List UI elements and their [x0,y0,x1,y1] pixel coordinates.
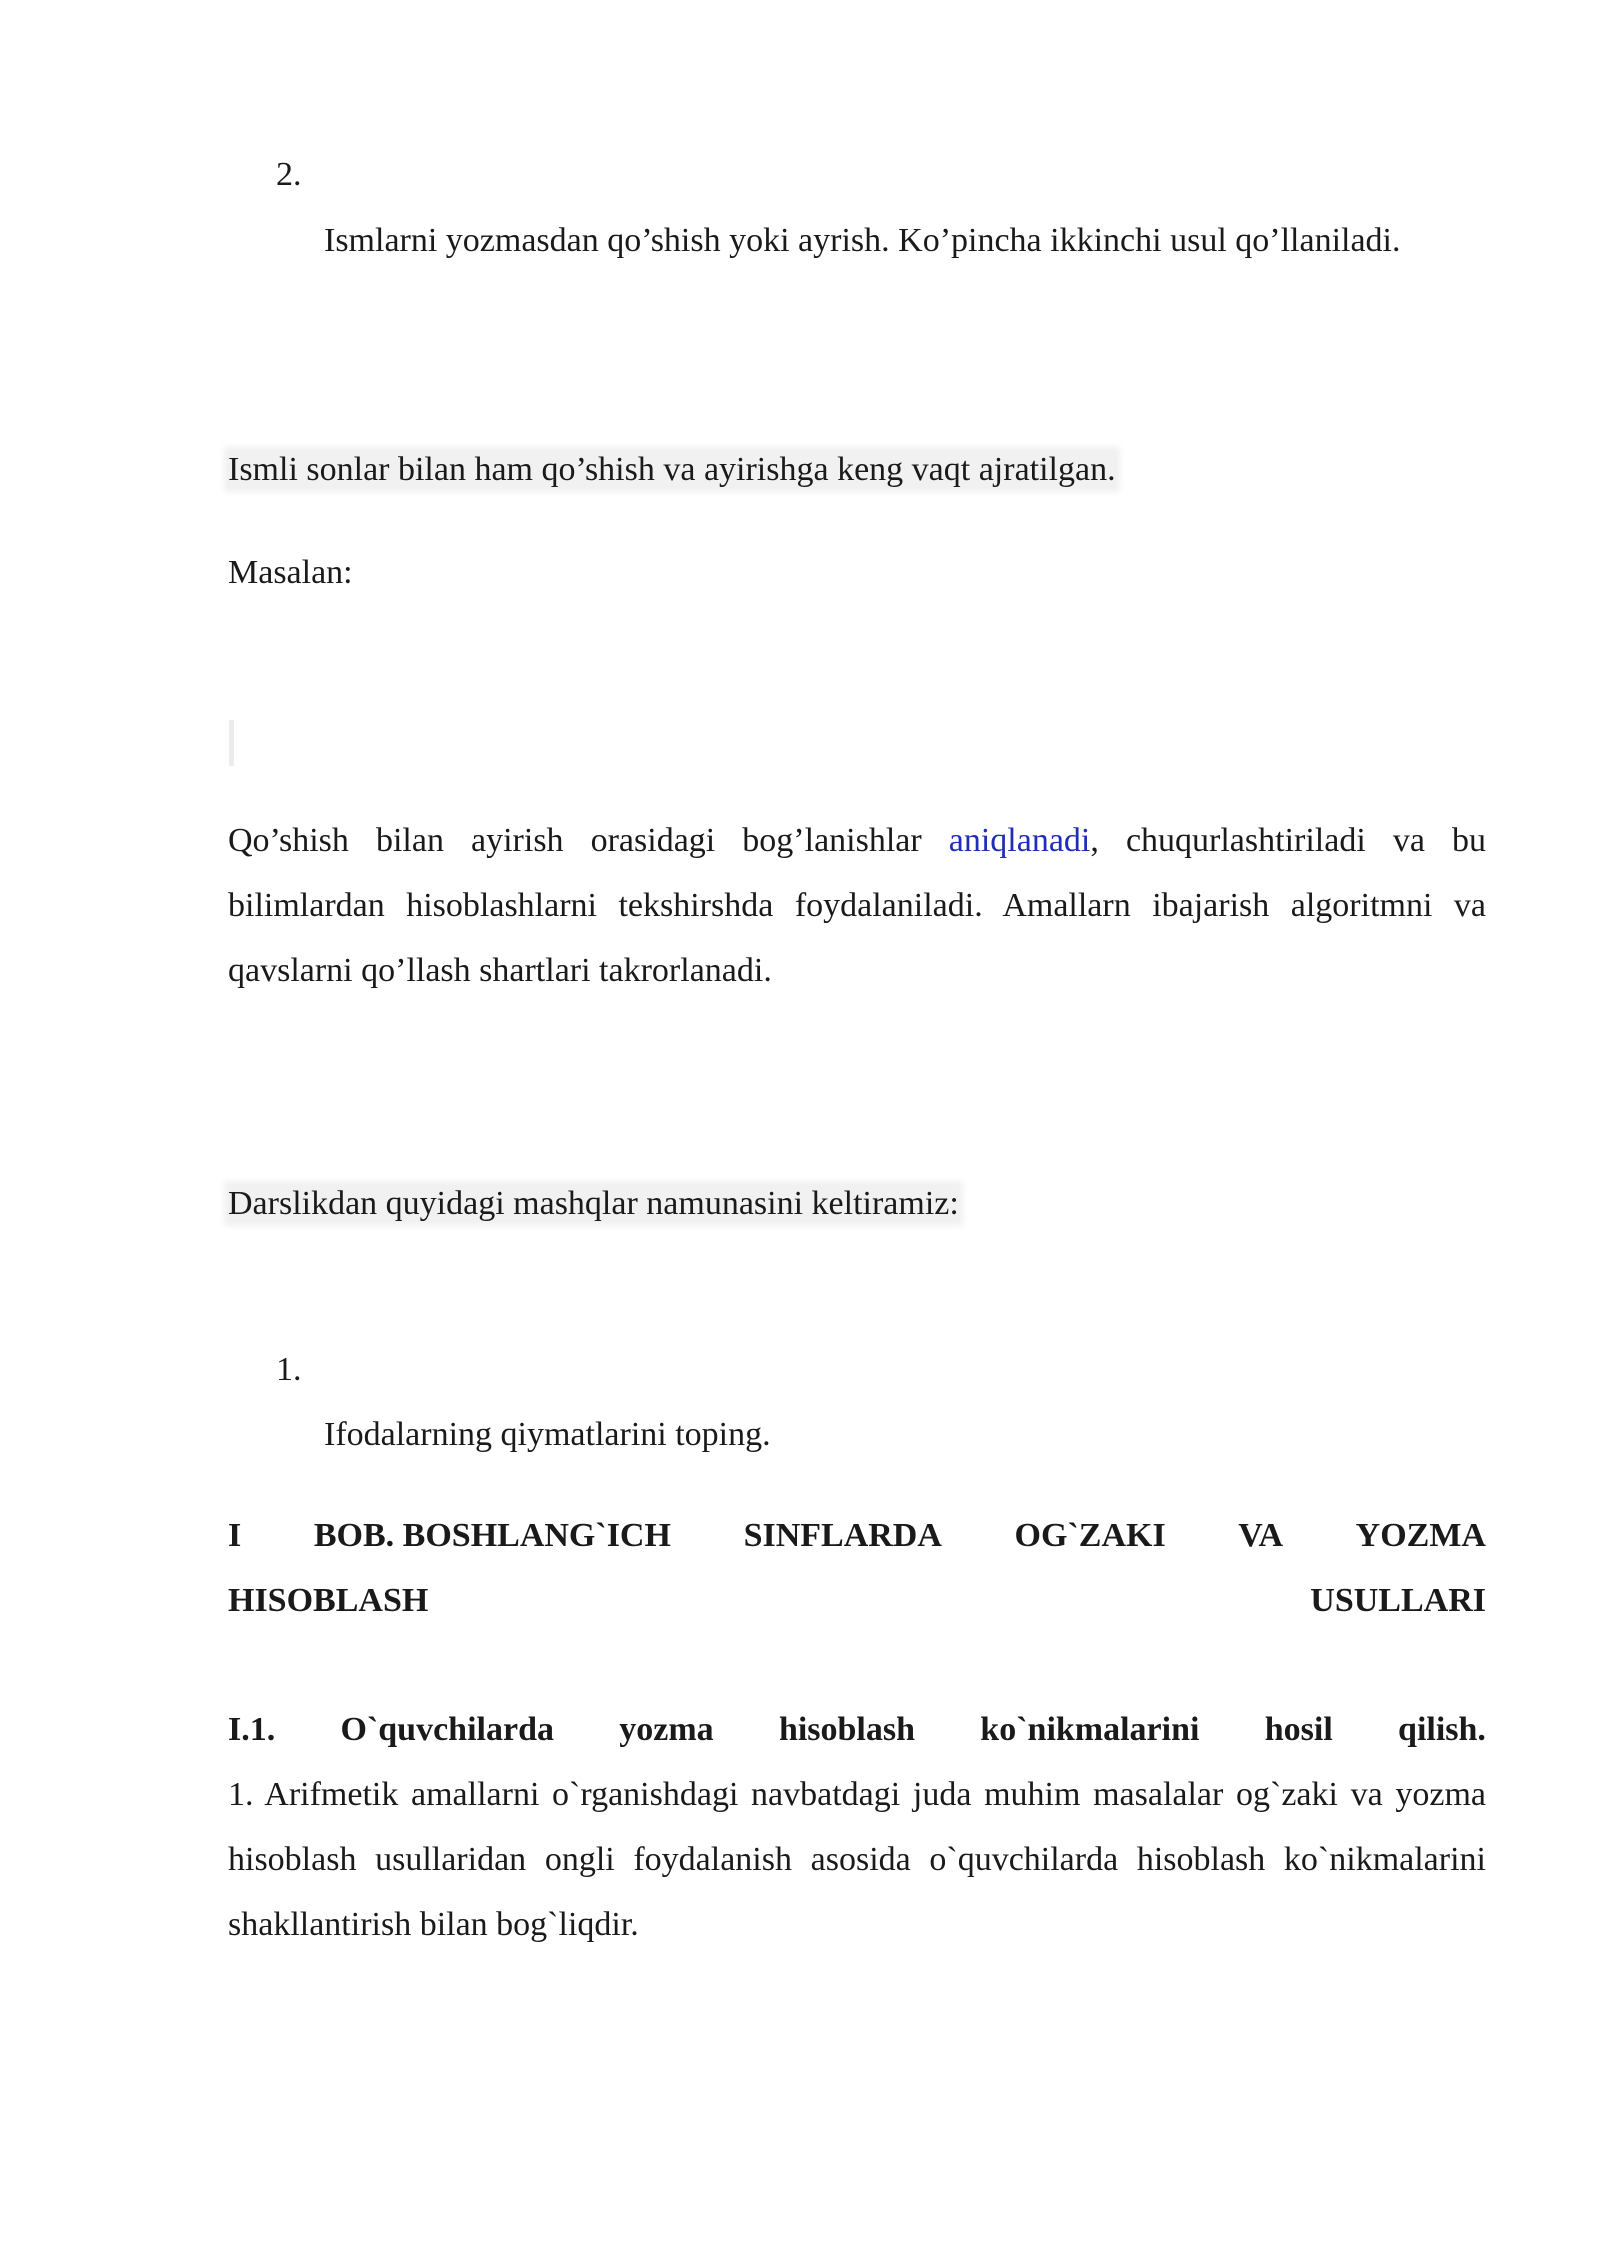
paragraph-darslik-text: Darslikdan quyidagi mashqlar namunasini keltiramiz: [228,1185,959,1222]
section-heading [228,1697,1486,1762]
paragraph-ismli-text: Ismli sonlar bilan ham qo’shish va ayirishga keng vaqt ajratilgan. [228,451,1116,488]
paragraph-arifmetik: 1. Arifmetik amallarni o`rganishdagi navbatdagi juda muhim masalalar og`zaki va yozma hisoblash usullaridan ongli foydalanish asosida o`quvchilarda hisoblash ko`nikmalarini shakllantirish bilan bog`liqdir. [228,1776,1486,1943]
heading-word: OG`ZAKI [1014,1517,1166,1554]
heading-word: USULLARI [1310,1582,1486,1619]
heading-word: HISOBLASH [228,1582,429,1619]
heading-word: hosil [1264,1711,1333,1748]
heading-word: hisoblash [778,1711,916,1748]
heading-word: I.1. [228,1711,276,1748]
chapter-heading-line-1 [228,1503,1486,1568]
paragraph-ismli [228,437,1486,502]
empty-image-placeholder [229,720,234,766]
chapter-heading-line-2 [228,1568,1486,1633]
heading-word: VA [1238,1517,1284,1554]
heading-word: O`quvchilarda [340,1711,554,1748]
paragraph-qoshish [228,808,1486,1003]
paragraph-darslik [228,1171,1486,1236]
list-item-2-text: Ismlarni yozmasdan qo’shish yoki ayrish. Ko’pincha ikkinchi usul qo’llaniladi. [324,222,1401,259]
heading-word: YOZMA [1355,1517,1486,1554]
heading-word: SINFLARDA [743,1517,942,1554]
heading-word: ko`nikmalarini [980,1711,1200,1748]
heading-word: yozma [619,1711,714,1748]
heading-word: qilish. [1398,1711,1486,1748]
list-item-1-text: Ifodalarning qiymatlarini toping. [324,1416,771,1453]
paragraph-masalan: Masalan: [228,554,353,591]
heading-word: BOB. BOSHLANG`ICH [313,1517,671,1554]
list-number-1: 1. [276,1351,302,1388]
paragraph-qoshish-rest: , chuqurlashtiriladi va bu bilimlardan hisoblashlarni tekshirshda foydalaniladi. Amallarn ibajarish algoritmni va qavslarni qo’llash shartlari takrorlanadi. [228,822,1486,989]
aniqlanadi-link[interactable]: aniqlanadi [948,822,1091,859]
list-number-2: 2. [276,156,302,193]
paragraph-qoshish-start: Qo’shish bilan ayirish orasidagi bog’lanishlar [228,822,949,859]
heading-word: I [228,1517,242,1554]
chapter-heading [228,1503,1486,1633]
section-heading-line [228,1697,1486,1762]
